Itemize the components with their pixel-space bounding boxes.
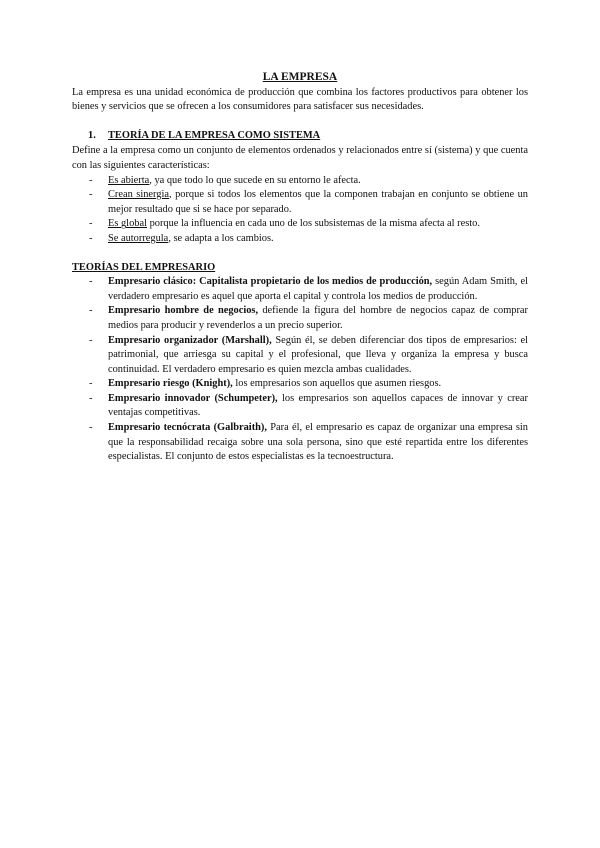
item-text: los empresarios son aquellos que asumen riesgos. [232,378,442,390]
dash-bullet: - [89,174,93,186]
dash-bullet: - [89,305,93,317]
dash-bullet: - [89,189,93,201]
section-1-title: TEORÍA DE LA EMPRESA COMO SISTEMA [108,129,321,141]
item-text: Para él, el empresario es capaz de organizar una empresa sin que la responsabilidad recaiga sobre una sola persona, sino que esté repartida entre los diferentes especialistas. El conjunto de estos especialistas es la tecnoestructura. [108,422,529,463]
dash-bullet: - [89,218,93,230]
dash-bullet: - [89,422,93,434]
item-text: Según él, se deben diferenciar dos tipos de empresarios: el patrimonial, que arriesga su capital y el profesional, que lleva y organiza la empresa y busca continuidad. El verdadero empresario es quien mezcla ambas cualidades. [108,334,529,375]
section-1-list [72,174,528,247]
section-1-paragraph: Define a la empresa como un conjunto de elementos ordenados y relacionados entre sí (sistema) y que cuenta con las siguientes características: [72,145,528,171]
item-key: Empresario hombre de negocios, [108,305,259,317]
item-text: defiende la figura del hombre de negocios capaz de comprar medios para producir y revenderlos a un precio superior. [108,305,528,331]
item-key: Empresario innovador (Schumpeter), [108,392,278,404]
list-item [72,334,528,378]
document-page [72,70,528,465]
dash-bullet: - [89,392,93,404]
list-item [72,377,528,392]
item-key: Empresario riesgo (Knight), [108,378,233,390]
item-text: según Adam Smith, el verdadero empresario es aquel que aporta el capital y controla los medios de producción. [108,276,528,302]
item-key: Empresario clásico: Capitalista propietario de los medios de producción, [108,276,433,288]
list-item [72,232,528,247]
list-item [72,275,528,304]
section-2-list [72,275,528,465]
dash-bullet: - [89,378,93,390]
list-item [72,421,528,465]
item-text: los empresarios son aquellos capaces de innovar y crear ventajas competitivas. [108,392,528,419]
dash-bullet: - [89,276,93,288]
item-text: , ya que todo lo que sucede en su entorno le afecta. [149,174,361,186]
item-key: Empresario tecnócrata (Galbraith), [108,422,267,434]
item-text: , porque si todos los elementos que la componen trabajan en conjunto se obtiene un mejor resultado que si se hace por separado. [108,189,528,215]
list-item [72,304,528,333]
list-item [72,188,528,217]
section-1-heading [88,129,528,144]
dash-bullet: - [89,232,93,244]
item-text: , se adapta a los cambios. [168,232,274,244]
item-key: Crean sinergia [108,189,169,201]
list-item [72,217,528,232]
dash-bullet: - [89,334,93,346]
item-key: Es abierta [108,174,150,186]
item-text: porque la influencia en cada uno de los subsistemas de la misma afecta al resto. [146,218,480,230]
intro-paragraph: La empresa es una unidad económica de producción que combina los factores productivos para obtener los bienes y servicios que se ofrecen a los consumidores para satisfacer sus necesidades. [72,86,528,113]
list-item [72,174,528,189]
list-item [72,392,528,421]
section-1-number: 1. [88,129,96,141]
item-key: Es global [108,218,147,230]
item-key: Empresario organizador (Marshall), [108,334,272,346]
section-2-heading: TEORÍAS DEL EMPRESARIO [72,261,216,273]
item-key: Se autorregula [108,232,169,244]
document-title: LA EMPRESA [262,71,338,83]
